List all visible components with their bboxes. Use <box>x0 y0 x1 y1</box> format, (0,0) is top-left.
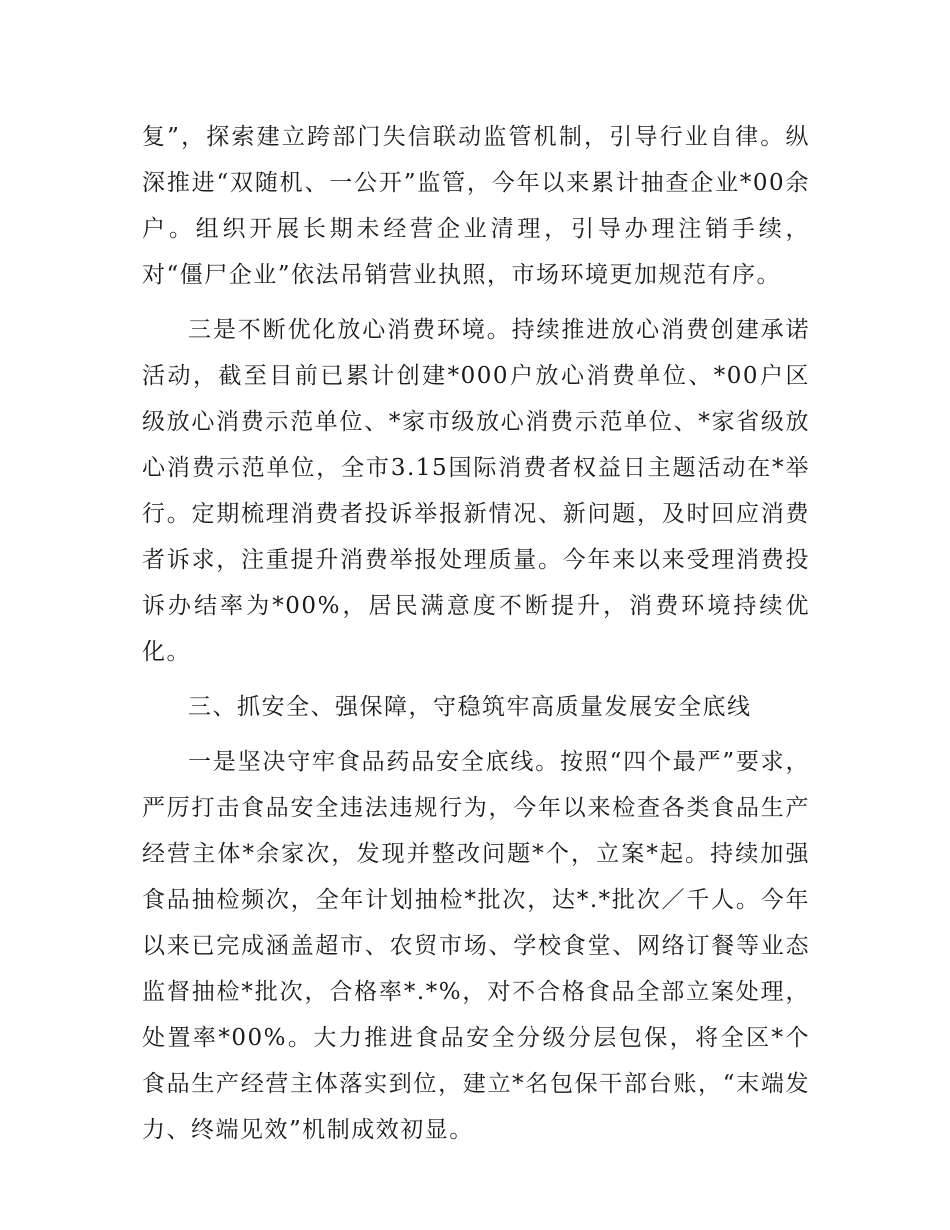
paragraph-food-drug-safety: 一是坚决守牢食品药品安全底线。按照“四个最严”要求，严厉打击食品安全违法违规行为，今年以来检查各类食品生产经营主体*余家次，发现并整改问题*个，立案*起。持续加强食品抽检频次，全年计划抽检*批次，达*.*批次／千人。今年以来已完成涵盖超市、农贸市场、学校食堂、网络订餐等业态监督抽检*批次，合格率*.*%，对不合格食品全部立案处理，处置率*00%。大力推进食品安全分级分层包保，将全区*个食品生产经营主体落实到位，建立*名包保干部台账，“末端发力、终端见效”机制成效初显。 <box>142 749 810 1143</box>
paragraph-consumer-environment: 三是不断优化放心消费环境。持续推进放心消费创建承诺活动，截至目前已累计创建*000户放心消费单位、*00户区级放心消费示范单位、*家市级放心消费示范单位、*家省级放心消费示范单位，全市3.15国际消费者权益日主题活动在*举行。定期梳理消费者投诉举报新情况、新问题，及时回应消费者诉求，注重提升消费举报处理质量。今年来以来受理消费投诉办结率为*00%，居民满意度不断提升，消费环境持续优化。 <box>142 317 810 665</box>
document-body <box>142 114 810 1162</box>
paragraph-continuation: 复”，探索建立跨部门失信联动监管机制，引导行业自律。纵深推进“双随机、一公开”监管，今年以来累计抽查企业*00余户。组织开展长期未经营企业清理，引导办理注销手续，对“僵尸企业”依法吊销营业执照，市场环境更加规范有序。 <box>142 124 810 288</box>
section-heading-safety: 三、抓安全、强保障，守稳筑牢高质量发展安全底线 <box>188 694 752 720</box>
